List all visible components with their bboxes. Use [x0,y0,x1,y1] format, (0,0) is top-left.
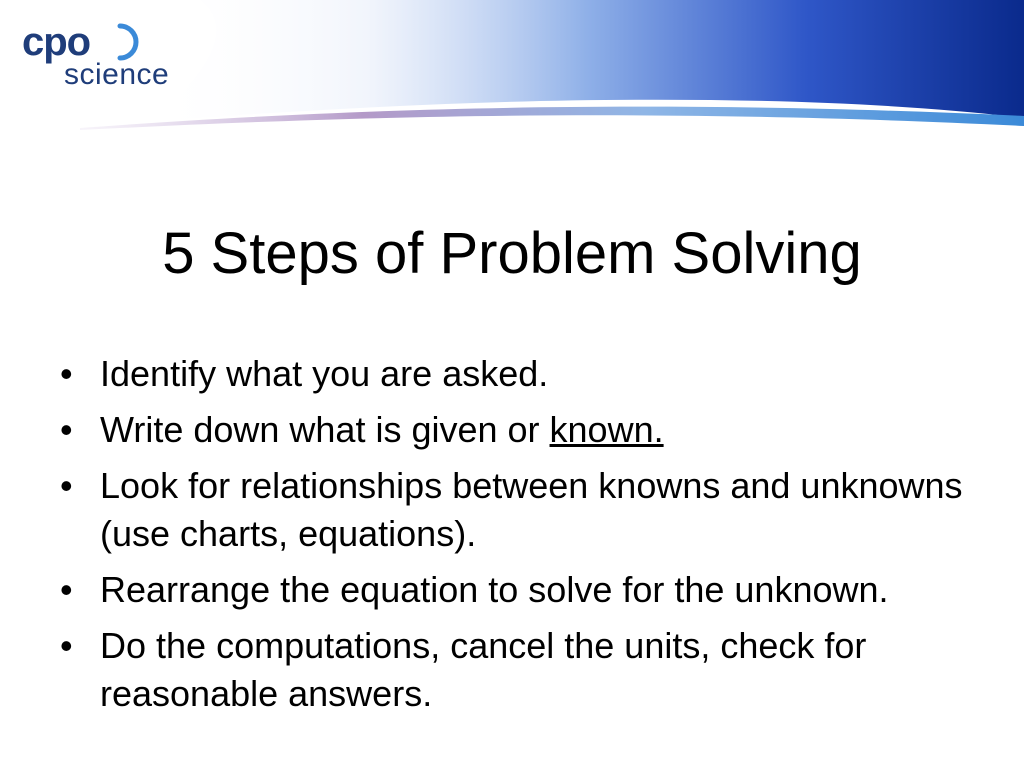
bullet-icon: • [60,569,73,610]
bullet-text: Look for relationships between knowns and unknowns (use charts, equations). [100,465,963,554]
cpo-science-logo [22,20,212,90]
logo-science-text: science [64,58,170,91]
bullet-text: Rearrange the equation to solve for the unknown. [100,569,889,610]
bullet-item [58,406,998,454]
bullet-text: Do the computations, cancel the units, check for reasonable answers. [100,625,867,714]
bullet-icon: • [60,409,73,450]
bullet-icon: • [60,465,73,506]
bullet-item [58,566,998,614]
bullet-underlined-text: known. [549,409,664,450]
bullet-text: Identify what you are asked. [100,353,549,394]
logo-arc-icon [114,22,144,62]
bullet-list [58,350,998,726]
logo-cpo-text: cpo [22,20,91,64]
bullet-item [58,350,998,398]
bullet-text: Write down what is given or [100,409,550,450]
bullet-icon: • [60,353,73,394]
bullet-icon: • [60,625,73,666]
slide-title: 5 Steps of Problem Solving [162,221,862,286]
bullet-item [58,622,998,718]
bullet-item [58,462,998,558]
banner-swoosh [150,0,1024,122]
